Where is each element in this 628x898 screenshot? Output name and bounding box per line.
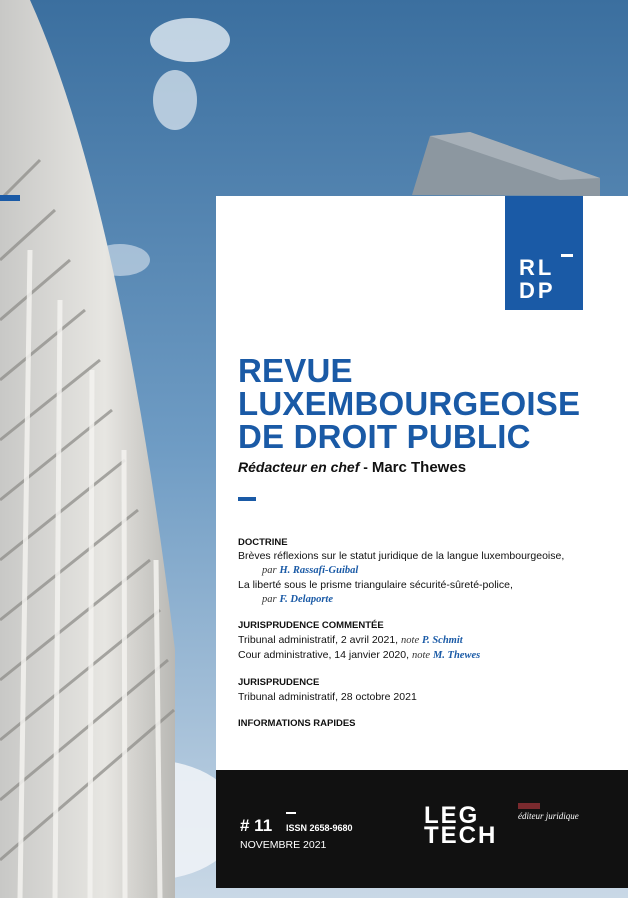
section-heading-jurisprudence-commentee: JURISPRUDENCE COMMENTÉE [238,620,384,631]
toc-item-text: La liberté sous le prisme triangulaire sécurité-sûreté-police, [238,579,513,591]
accent-bar [238,497,256,501]
editor-line [238,459,466,476]
toc-item [238,634,463,646]
section-heading-informations: INFORMATIONS RAPIDES [238,718,356,729]
publisher-line-1: LEG [424,802,480,829]
editor-separator: - [359,459,372,475]
toc-item [238,691,417,703]
toc-item-text: Brèves réflexions sur le statut juridique de la langue luxembourgeoise, [238,550,565,562]
by-label: par [262,594,277,605]
editor-name: Marc Thewes [371,459,467,476]
toc-item [238,649,480,661]
journal-title [238,354,618,453]
toc-item-text: Tribunal administratif, 2 avril 2021, [238,634,399,646]
section-heading-jurisprudence: JURISPRUDENCE [238,677,320,688]
title-line: REVUE [238,352,353,389]
author-name: F. Delaporte [279,594,333,605]
issue-number: # 11 [240,816,273,835]
author-name: H. Rassafi-Guibal [279,565,359,576]
publisher-accent [518,803,540,809]
issue-date: NOVEMBRE 2021 [240,839,327,851]
toc-item-author-line [262,593,333,605]
title-line: LUXEMBOURGEOISE [238,385,581,422]
logo-line-1: RL [519,255,555,280]
by-label: par [262,565,277,576]
issn-dash [286,812,296,814]
toc-item-text: Tribunal administratif, 28 octobre 2021 [238,691,417,703]
toc-item-text: Cour administrative, 14 janvier 2020, [238,649,410,661]
toc-item-author-line [262,564,358,576]
author-name: M. Thewes [432,650,481,661]
note-label: note [411,650,431,661]
logo-dash [561,254,573,257]
author-name: P. Schmit [422,635,463,646]
editor-role: Rédacteur en chef [238,459,360,475]
publisher-tagline: éditeur juridique [518,811,579,821]
toc-item [238,550,564,562]
logo-line-2: DP [519,278,556,303]
section-heading-doctrine: DOCTRINE [238,537,288,548]
note-label: note [401,635,420,646]
issn: ISSN 2658-9680 [286,823,353,833]
toc-item [238,579,513,591]
journal-logo [505,196,583,310]
publisher-logo [424,802,594,855]
publisher-line-2: TECH [424,822,498,849]
title-line: DE DROIT PUBLIC [238,418,531,455]
